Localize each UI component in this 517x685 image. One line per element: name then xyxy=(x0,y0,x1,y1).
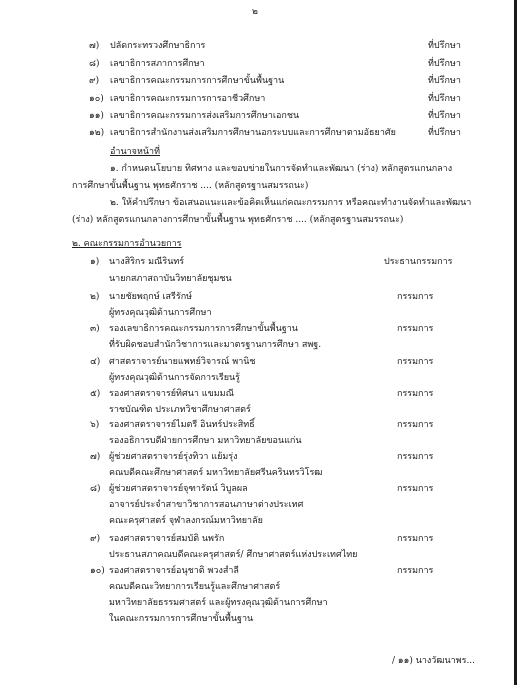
member-role: กรรมการ xyxy=(397,566,434,576)
member-role: กรรมการ xyxy=(397,292,434,302)
item-number: ๘) xyxy=(89,59,100,69)
member-position: คณบดีคณะวิทยาการเรียนรู้และศึกษาศาสตร์ xyxy=(109,582,281,592)
advisor-role: ที่ปรึกษา xyxy=(428,128,461,138)
member-position: มหาวิทยาลัยธรรมศาสตร์ และผู้ทรงคุณวุฒิด้านการศึกษา xyxy=(109,598,328,608)
member-name: รองเลขาธิการคณะกรรมการการศึกษาขั้นพื้นฐาน xyxy=(109,324,298,334)
member-position: ในคณะกรรมการการศึกษาขั้นพื้นฐาน xyxy=(109,614,254,624)
member-position: ราชบัณฑิต ประเภทวิชาศึกษาศาสตร์ xyxy=(109,405,251,415)
duty-paragraph-1: ๑. กำหนดนโยบาย ทิศทาง และขอบข่ายในการจัดทำและพัฒนา (ร่าง) หลักสูตรแกนกลาง xyxy=(110,164,453,174)
item-number: ๙) xyxy=(89,76,100,86)
member-name: นายชัยพฤกษ์ เสรีรักษ์ xyxy=(109,292,193,302)
member-name: รองศาสตราจารย์สมบัติ นพรัก xyxy=(109,534,225,544)
advisor-title: เลขาธิการคณะกรรมการส่งเสริมการศึกษาเอกชน xyxy=(110,111,300,121)
item-number: ๑๒) xyxy=(89,128,105,138)
member-position: นายกสภาสถาบันวิทยาลัยชุมชน xyxy=(109,274,232,284)
member-role: กรรมการ xyxy=(397,484,434,494)
member-position: คณะครุศาสตร์ จุฬาลงกรณ์มหาวิทยาลัย xyxy=(109,516,263,526)
advisor-title: เลขาธิการสภาการศึกษา xyxy=(110,59,205,69)
item-number: ๓) xyxy=(90,324,100,334)
continuation-note: / ๑๑) นางวัฒนาพร... xyxy=(392,656,476,666)
section-heading: ๒. คณะกรรมการอำนวยการ xyxy=(72,239,182,249)
item-number: ๗) xyxy=(90,452,101,462)
member-position: อาจารย์ประจำสาขาวิชาการสอนภาษาต่างประเทศ xyxy=(109,500,304,510)
duty-paragraph-2-cont: (ร่าง) หลักสูตรแกนกลางการศึกษาขั้นพื้นฐาน พุทธศักราช .... (หลักสูตรฐานสมรรถนะ) xyxy=(72,215,404,225)
advisor-role: ที่ปรึกษา xyxy=(428,41,461,51)
member-name: รองศาสตราจารย์อนุชาติ พวงสำลี xyxy=(109,566,239,576)
advisor-title: เลขาธิการคณะกรรมการการอาชีวศึกษา xyxy=(110,94,266,104)
item-number: ๖) xyxy=(90,420,100,430)
duty-paragraph-2: ๒. ให้คำปรึกษา ข้อเสนอแนะและข้อคิดเห็นแก่คณะกรรมการ หรือคณะทำงานจัดทำและพัฒนา xyxy=(110,198,472,208)
item-number: ๑๐) xyxy=(89,94,104,104)
member-position: ผู้ทรงคุณวุฒิด้านการศึกษา xyxy=(109,308,212,318)
member-position: ประธานสภาคณบดีคณะครุศาสตร์/ ศึกษาศาสตร์แห่งประเทศไทย xyxy=(109,550,358,560)
member-name: ผู้ช่วยศาสตราจารย์จุฑารัตน์ วิบูลผล xyxy=(109,484,248,494)
item-number: ๒) xyxy=(90,292,100,302)
advisor-role: ที่ปรึกษา xyxy=(428,94,461,104)
member-name: ศาสตราจารย์นายแพทย์วิจารณ์ พานิช xyxy=(109,357,256,367)
advisor-title: เลขาธิการคณะกรรมการการศึกษาขั้นพื้นฐาน xyxy=(110,76,285,86)
item-number: ๕) xyxy=(90,389,101,399)
member-name: รองศาสตราจารย์ทิศนา แขมมณี xyxy=(109,389,234,399)
member-role: กรรมการ xyxy=(397,357,434,367)
member-position: รองอธิการบดีฝ่ายการศึกษา มหาวิทยาลัยขอนแก่น xyxy=(109,436,302,446)
item-number: ๙) xyxy=(90,534,101,544)
item-number: ๑๐) xyxy=(90,566,105,576)
item-number: ๗) xyxy=(89,41,100,51)
item-number: ๔) xyxy=(90,357,101,367)
member-role: กรรมการ xyxy=(397,389,434,399)
member-role: ประธานกรรมการ xyxy=(384,257,453,267)
member-position: ที่รับผิดชอบสำนักวิชาการและมาตรฐานการศึกษา สพฐ. xyxy=(109,340,322,350)
advisor-title: เลขาธิการสำนักงานส่งเสริมการศึกษานอกระบบและการศึกษาตามอัธยาศัย xyxy=(110,128,396,138)
advisor-role: ที่ปรึกษา xyxy=(428,59,461,69)
member-name: นางสิริกร มณีรินทร์ xyxy=(109,257,185,267)
member-position: คณบดีคณะศึกษาศาสตร์ มหาวิทยาลัยศรีนครินทรวิโรฒ xyxy=(109,468,323,478)
member-position: ผู้ทรงคุณวุฒิด้านการจัดการเรียนรู้ xyxy=(109,373,241,383)
member-name: รองศาสตราจารย์ไมตรี อินทร์ประสิทธิ์ xyxy=(109,420,255,430)
duty-paragraph-1-cont: การศึกษาขั้นพื้นฐาน พุทธศักราช .... (หลักสูตรฐานสมรรถนะ) xyxy=(72,181,309,191)
member-role: กรรมการ xyxy=(397,324,434,334)
member-role: กรรมการ xyxy=(397,420,434,430)
member-role: กรรมการ xyxy=(397,534,434,544)
item-number: ๑) xyxy=(90,257,100,267)
advisor-role: ที่ปรึกษา xyxy=(428,111,461,121)
item-number: ๘) xyxy=(90,484,101,494)
member-role: กรรมการ xyxy=(397,452,434,462)
item-number: ๑๑) xyxy=(89,111,104,121)
page-number: ๒ xyxy=(252,7,258,17)
advisor-title: ปลัดกระทรวงศึกษาธิการ xyxy=(110,41,206,51)
member-name: ผู้ช่วยศาสตราจารย์รุ่งทิวา แย้มรุ่ง xyxy=(109,452,238,462)
duties-heading: อำนาจหน้าที่ xyxy=(110,147,161,157)
advisor-role: ที่ปรึกษา xyxy=(428,76,461,86)
